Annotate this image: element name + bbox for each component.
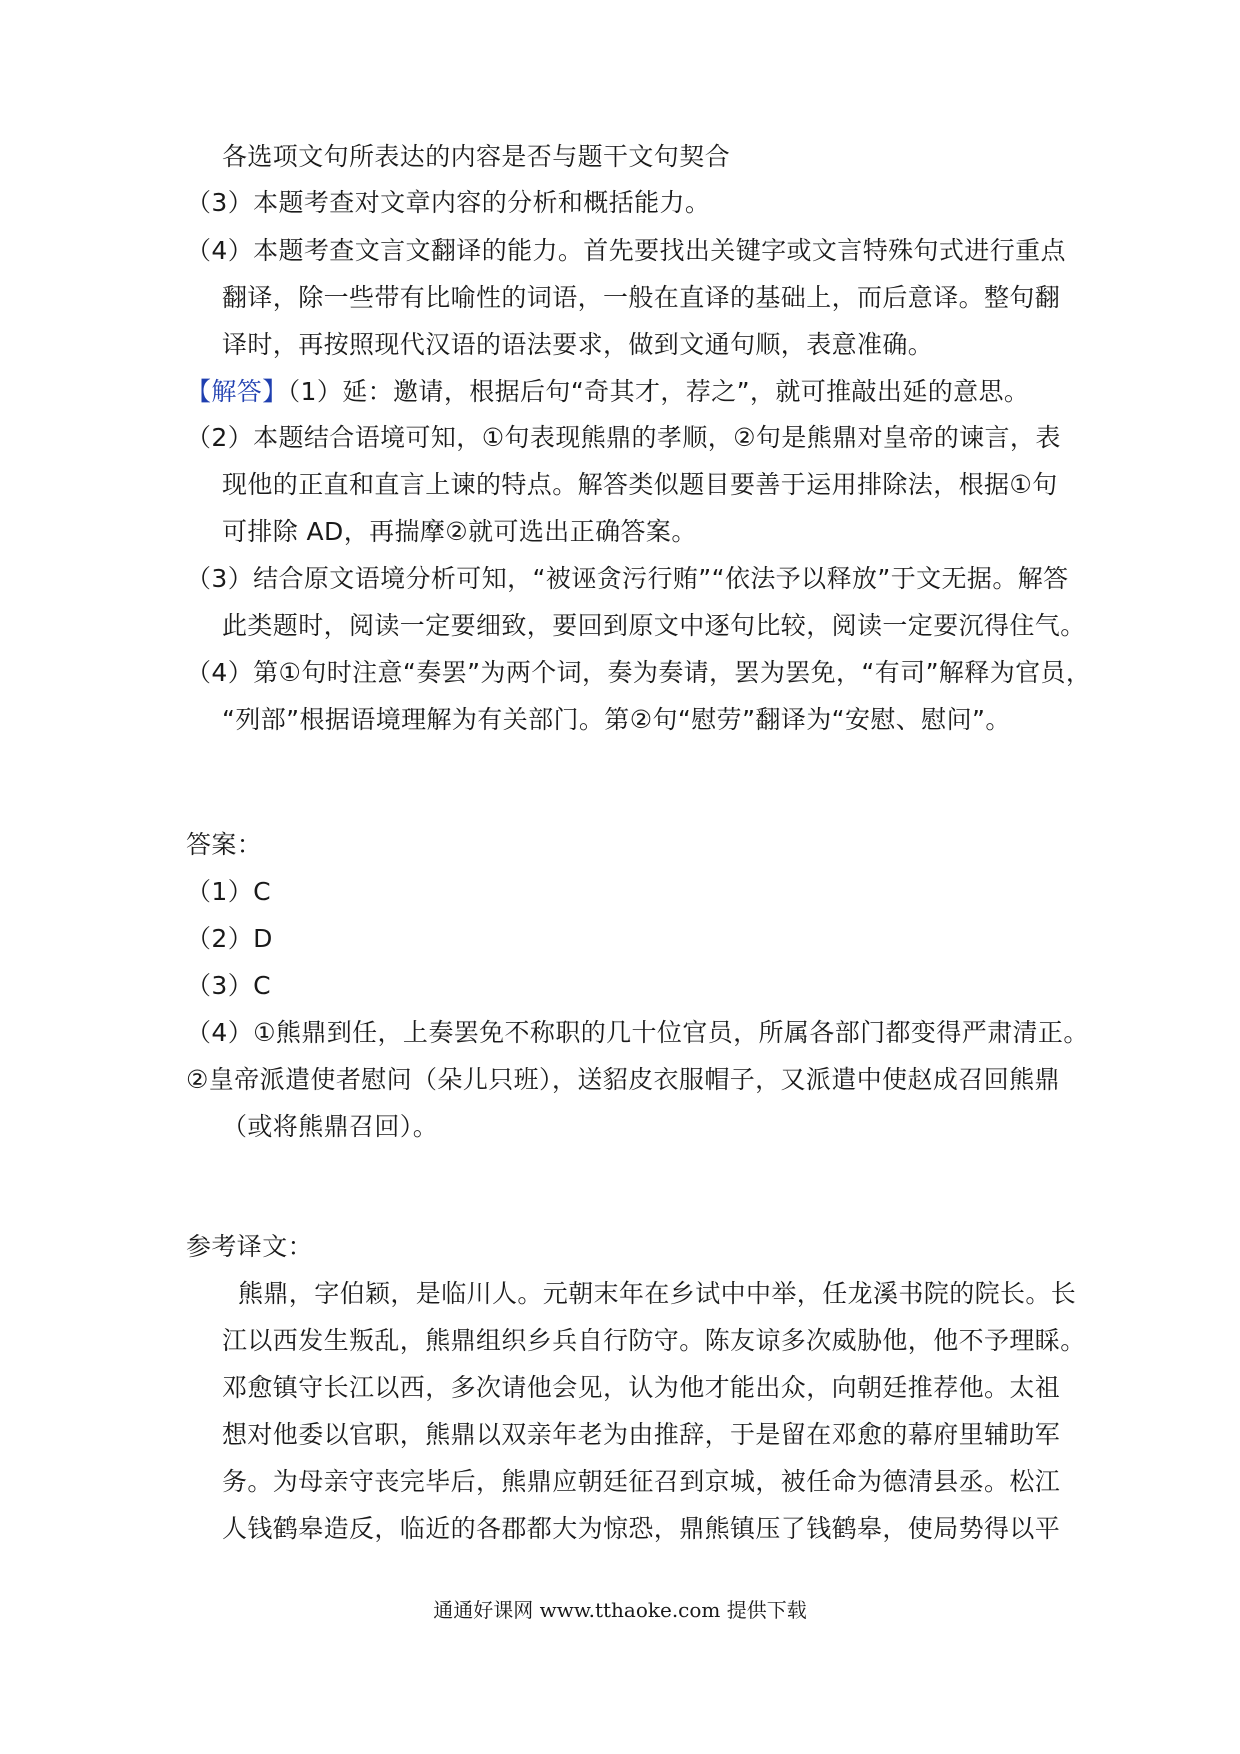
translation-heading: 参考译文： <box>186 1232 314 1261</box>
answer-4-line-3: （或将熊鼎召回）。 <box>222 1112 439 1141</box>
translation-line-5: 务。为母亲守丧完毕后，熊鼎应朝廷征召到京城，被任命为德清县丞。松江 <box>222 1467 1061 1496</box>
answer-2: （2）D <box>186 924 273 953</box>
answers-heading: 答案： <box>186 830 263 859</box>
translation-line-4: 想对他委以官职，熊鼎以双亲年老为由推辞，于是留在邓愈的幕府里辅助军 <box>222 1420 1061 1449</box>
solution-item-2-line-1: （2）本题结合语境可知，①句表现熊鼎的孝顺，②句是熊鼎对皇帝的谏言，表 <box>186 423 1061 452</box>
solution-item-1-text: （1）延：邀请，根据后句“奇其才，荐之”，就可推敲出延的意思。 <box>287 377 1030 406</box>
answer-4-line-2: ②皇帝派遣使者慰问（朵儿只班），送貂皮衣服帽子，又派遣中使赵成召回熊鼎 <box>186 1065 1060 1094</box>
analysis-continuation: 各选项文句所表达的内容是否与题干文句契合 <box>222 142 731 171</box>
solution-item-3-line-1: （3）结合原文语境分析可知，“被诬贪污行贿”“依法予以释放”于文无据。解答 <box>186 564 1069 593</box>
solution-item-3-line-2: 此类题时，阅读一定要细致，要回到原文中逐句比较，阅读一定要沉得住气。 <box>222 611 1086 640</box>
translation-line-2: 江以西发生叛乱，熊鼎组织乡兵自行防守。陈友谅多次威胁他，他不予理睬。 <box>222 1326 1086 1355</box>
translation-line-3: 邓愈镇守长江以西，多次请他会见，认为他才能出众，向朝廷推荐他。太祖 <box>222 1373 1061 1402</box>
analysis-item-3: （3）本题考查对文章内容的分析和概括能力。 <box>186 188 711 217</box>
answer-3: （3）C <box>186 971 271 1000</box>
solution-item-4-line-2: “列部”根据语境理解为有关部门。第②句“慰劳”翻译为“安慰、慰问”。 <box>222 705 1011 734</box>
answer-4-line-1: （4）①熊鼎到任，上奏罢免不称职的几十位官员，所属各部门都变得严肃清正。 <box>186 1018 1089 1047</box>
answer-1: （1）C <box>186 877 271 906</box>
solution-item-1 <box>186 375 1029 409</box>
translation-line-6: 人钱鹤皋造反，临近的各郡都大为惊恐，鼎熊镇压了钱鹤皋，使局势得以平 <box>222 1514 1061 1543</box>
solution-tag: 【解答】 <box>186 377 288 406</box>
analysis-item-4-line-1: （4）本题考查文言文翻译的能力。首先要找出关键字或文言特殊句式进行重点 <box>186 236 1066 265</box>
solution-item-4-line-1: （4）第①句时注意“奏罢”为两个词，奏为奏请，罢为罢免，“有司”解释为官员， <box>186 658 1092 687</box>
analysis-item-4-line-3: 译时，再按照现代汉语的语法要求，做到文通句顺，表意准确。 <box>222 330 934 359</box>
translation-line-1: 熊鼎，字伯颖，是临川人。元朝末年在乡试中中举，任龙溪书院的院长。长 <box>238 1279 1077 1308</box>
solution-item-2-line-2: 现他的正直和直言上谏的特点。解答类似题目要善于运用排除法，根据①句 <box>222 470 1058 499</box>
solution-item-2-line-3: 可排除 AD，再揣摩②就可选出正确答案。 <box>222 517 697 546</box>
analysis-item-4-line-2: 翻译，除一些带有比喻性的词语，一般在直译的基础上，而后意译。整句翻 <box>222 283 1061 312</box>
page-footer: 通通好课网 www.tthaoke.com 提供下载 <box>433 1598 807 1622</box>
